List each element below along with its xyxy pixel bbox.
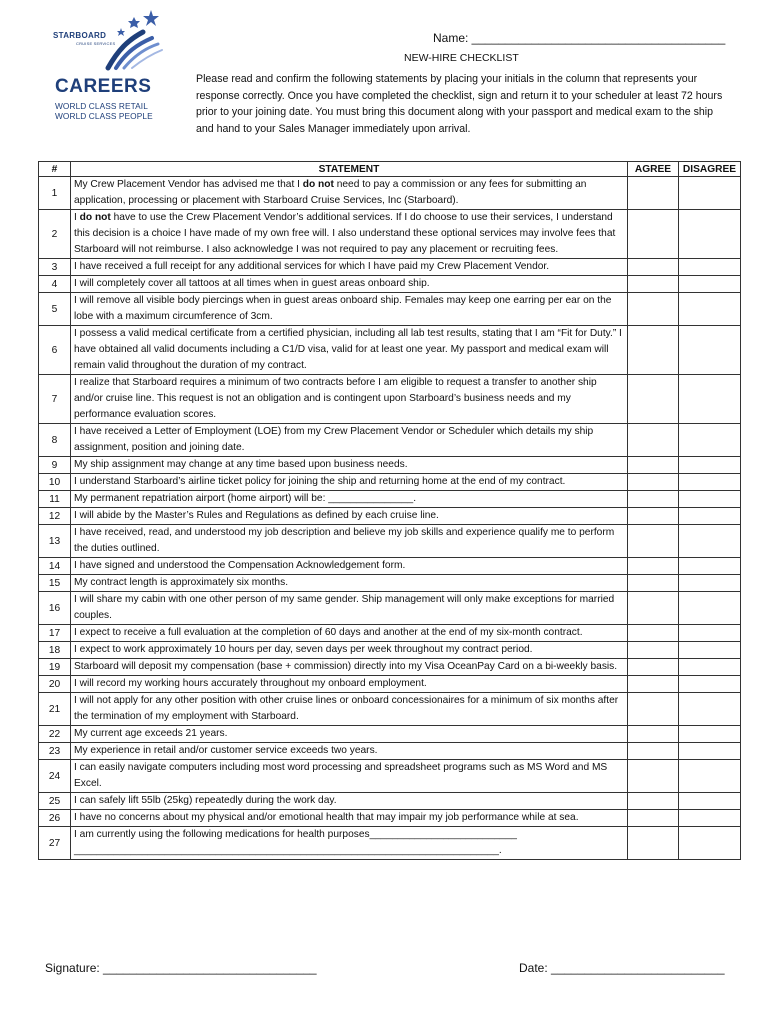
agree-initials-cell[interactable]: [628, 760, 679, 793]
checklist-rows: [39, 177, 741, 860]
row-number: 25: [39, 793, 71, 810]
row-statement: I have received a full receipt for any additional services for which I have paid my Crew Placement Vendor.: [71, 259, 628, 276]
agree-initials-cell[interactable]: [628, 810, 679, 827]
checklist-table: [38, 161, 741, 860]
logo-sub-text: CRUISE SERVICES: [76, 41, 116, 46]
disagree-initials-cell[interactable]: [679, 457, 741, 474]
disagree-initials-cell[interactable]: [679, 375, 741, 424]
table-row: [39, 177, 741, 210]
disagree-initials-cell[interactable]: [679, 827, 741, 860]
row-number: 7: [39, 375, 71, 424]
header-statement: STATEMENT: [71, 162, 628, 177]
table-row: [39, 810, 741, 827]
disagree-initials-cell[interactable]: [679, 625, 741, 642]
disagree-initials-cell[interactable]: [679, 508, 741, 525]
row-statement: I expect to work approximately 10 hours per day, seven days per week throughout my contract period.: [71, 642, 628, 659]
row-statement: I will abide by the Master’s Rules and Regulations as defined by each cruise line.: [71, 508, 628, 525]
star-icon: [128, 17, 140, 28]
row-number: 23: [39, 743, 71, 760]
row-statement: I will record my working hours accurately throughout my onboard employment.: [71, 676, 628, 693]
disagree-initials-cell[interactable]: [679, 575, 741, 592]
row-statement: I will not apply for any other position with other cruise lines or onboard concessionaires for a minimum of six months after the termination of my employment with Starboard.: [71, 693, 628, 726]
disagree-initials-cell[interactable]: [679, 276, 741, 293]
row-statement: I will remove all visible body piercings when in guest areas onboard ship. Females may keep one earring per ear on the lobe with a maximum circumference of 3cm.: [71, 293, 628, 326]
table-row: [39, 508, 741, 525]
disagree-initials-cell[interactable]: [679, 793, 741, 810]
table-row: [39, 793, 741, 810]
agree-initials-cell[interactable]: [628, 259, 679, 276]
agree-initials-cell[interactable]: [628, 424, 679, 457]
row-number: 6: [39, 326, 71, 375]
logo-tagline-retail: WORLD CLASS RETAIL: [55, 101, 148, 111]
agree-initials-cell[interactable]: [628, 491, 679, 508]
agree-initials-cell[interactable]: [628, 726, 679, 743]
agree-initials-cell[interactable]: [628, 827, 679, 860]
table-row: [39, 760, 741, 793]
agree-initials-cell[interactable]: [628, 793, 679, 810]
row-statement: I have no concerns about my physical and/or emotional health that may impair my job performance while at sea.: [71, 810, 628, 827]
row-statement: I have received a Letter of Employment (LOE) from my Crew Placement Vendor or Scheduler which details my ship assignment, position and joining date.: [71, 424, 628, 457]
disagree-initials-cell[interactable]: [679, 259, 741, 276]
disagree-initials-cell[interactable]: [679, 676, 741, 693]
disagree-initials-cell[interactable]: [679, 326, 741, 375]
row-number: 2: [39, 210, 71, 259]
row-number: 1: [39, 177, 71, 210]
row-number: 18: [39, 642, 71, 659]
disagree-initials-cell[interactable]: [679, 760, 741, 793]
logo-brand-text: STARBOARD: [53, 31, 107, 40]
row-number: 24: [39, 760, 71, 793]
header-disagree: DISAGREE: [679, 162, 741, 177]
row-statement: I understand Starboard’s airline ticket policy for joining the ship and returning home at the end of my contract.: [71, 474, 628, 491]
table-row: [39, 276, 741, 293]
table-row: [39, 575, 741, 592]
row-number: 17: [39, 625, 71, 642]
disagree-initials-cell[interactable]: [679, 177, 741, 210]
row-statement: My Crew Placement Vendor has advised me that I do not need to pay a commission or any fees for submitting an application, processing or placement with Starboard Cruise Services, Inc (Starboard).: [71, 177, 628, 210]
row-number: 10: [39, 474, 71, 491]
table-row: [39, 827, 741, 860]
row-number: 5: [39, 293, 71, 326]
agree-initials-cell[interactable]: [628, 743, 679, 760]
row-number: 12: [39, 508, 71, 525]
header-number: #: [39, 162, 71, 177]
instructions-paragraph: Please read and confirm the following statements by placing your initials in the column that represents your response correctly. Once you have completed the checklist, sign and return it to your scheduler at least 72 hours prior to your joining date. You must bring this document along with your passport and medical exam to the ship and hand to your Sales Manager immediately upon arrival.: [196, 73, 723, 135]
row-number: 21: [39, 693, 71, 726]
row-statement: I have signed and understood the Compensation Acknowledgement form.: [71, 558, 628, 575]
agree-initials-cell[interactable]: [628, 508, 679, 525]
row-statement: My ship assignment may change at any time based upon business needs.: [71, 457, 628, 474]
star-icon: [143, 10, 159, 26]
row-statement: I realize that Starboard requires a minimum of two contracts before I am eligible to request a transfer to another ship and/or cruise line. This request is not an obligation and is contingent upon Starboard’s business needs and my performance evaluation scores.: [71, 375, 628, 424]
agree-initials-cell[interactable]: [628, 558, 679, 575]
agree-initials-cell[interactable]: [628, 676, 679, 693]
row-statement: My experience in retail and/or customer service exceeds two years.: [71, 743, 628, 760]
logo-careers-text: CAREERS: [55, 76, 152, 97]
row-number: 16: [39, 592, 71, 625]
row-number: 13: [39, 525, 71, 558]
row-statement: I can safely lift 55lb (25kg) repeatedly during the work day.: [71, 793, 628, 810]
row-statement: I have received, read, and understood my job description and believe my job skills and experience qualify me to perform the duties outlined.: [71, 525, 628, 558]
disagree-initials-cell[interactable]: [679, 810, 741, 827]
agree-initials-cell[interactable]: [628, 592, 679, 625]
agree-initials-cell[interactable]: [628, 474, 679, 491]
agree-initials-cell[interactable]: [628, 375, 679, 424]
row-number: 4: [39, 276, 71, 293]
table-header-row: [39, 162, 741, 177]
row-statement: My contract length is approximately six months.: [71, 575, 628, 592]
row-statement: Starboard will deposit my compensation (base + commission) directly into my Visa OceanPay Card on a bi-weekly basis.: [71, 659, 628, 676]
row-number: 3: [39, 259, 71, 276]
row-number: 20: [39, 676, 71, 693]
table-row: [39, 491, 741, 508]
row-statement: I will completely cover all tattoos at all times when in guest areas onboard ship.: [71, 276, 628, 293]
agree-initials-cell[interactable]: [628, 693, 679, 726]
table-row: [39, 743, 741, 760]
row-number: 9: [39, 457, 71, 474]
row-number: 15: [39, 575, 71, 592]
table-row: [39, 693, 741, 726]
disagree-initials-cell[interactable]: [679, 693, 741, 726]
row-number: 14: [39, 558, 71, 575]
agree-initials-cell[interactable]: [628, 525, 679, 558]
table-row: [39, 676, 741, 693]
disagree-initials-cell[interactable]: [679, 491, 741, 508]
disagree-initials-cell[interactable]: [679, 210, 741, 259]
table-row: [39, 592, 741, 625]
agree-initials-cell[interactable]: [628, 177, 679, 210]
agree-initials-cell[interactable]: [628, 293, 679, 326]
row-number: 27: [39, 827, 71, 860]
header-agree: AGREE: [628, 162, 679, 177]
table-row: [39, 625, 741, 642]
row-number: 11: [39, 491, 71, 508]
table-row: [39, 259, 741, 276]
star-icon: [117, 28, 125, 36]
row-statement: My permanent repatriation airport (home airport) will be: _______________.: [71, 491, 628, 508]
disagree-initials-cell[interactable]: [679, 474, 741, 491]
row-statement: I possess a valid medical certificate from a certified physician, including all lab test results, stating that I am “Fit for Duty.” I have obtained all valid documents including a C1/D visa, valid for at least one year. My passport and medical exam will remain valid throughout the duration of my contract.: [71, 326, 628, 375]
agree-initials-cell[interactable]: [628, 625, 679, 642]
table-row: [39, 457, 741, 474]
disagree-initials-cell[interactable]: [679, 293, 741, 326]
agree-initials-cell[interactable]: [628, 659, 679, 676]
disagree-initials-cell[interactable]: [679, 642, 741, 659]
starboard-careers-logo: [48, 10, 178, 122]
disagree-initials-cell[interactable]: [679, 525, 741, 558]
row-number: 19: [39, 659, 71, 676]
table-row: [39, 326, 741, 375]
agree-initials-cell[interactable]: [628, 326, 679, 375]
disagree-initials-cell[interactable]: [679, 592, 741, 625]
table-row: [39, 726, 741, 743]
disagree-initials-cell[interactable]: [679, 558, 741, 575]
row-statement: My current age exceeds 21 years.: [71, 726, 628, 743]
table-row: [39, 293, 741, 326]
row-statement: I do not have to use the Crew Placement Vendor’s additional services. If I do choose to use their services, I understand this decision is a choice I have made of my own free will. I also understand these optional services may involve fees that Starboard will not reimburse. I also acknowledge I was not required to pay any placement or recruiting fees.: [71, 210, 628, 259]
disagree-initials-cell[interactable]: [679, 424, 741, 457]
table-row: [39, 474, 741, 491]
disagree-initials-cell[interactable]: [679, 743, 741, 760]
row-number: 8: [39, 424, 71, 457]
logo-tagline-people: WORLD CLASS PEOPLE: [55, 111, 153, 121]
agree-initials-cell[interactable]: [628, 210, 679, 259]
agree-initials-cell[interactable]: [628, 457, 679, 474]
agree-initials-cell[interactable]: [628, 276, 679, 293]
row-number: 22: [39, 726, 71, 743]
document-title: NEW-HIRE CHECKLIST: [404, 52, 519, 64]
name-field[interactable]: Name: ______________________________________: [433, 31, 726, 45]
row-statement: I can easily navigate computers including most word processing and spreadsheet programs such as MS Word and MS Excel.: [71, 760, 628, 793]
row-statement: I expect to receive a full evaluation at the completion of 60 days and another at the end of my six-month contract.: [71, 625, 628, 642]
signature-field[interactable]: Signature: ________________________________: [45, 961, 317, 975]
table-row: [39, 424, 741, 457]
disagree-initials-cell[interactable]: [679, 726, 741, 743]
table-row: [39, 558, 741, 575]
agree-initials-cell[interactable]: [628, 642, 679, 659]
table-row: [39, 659, 741, 676]
table-row: [39, 525, 741, 558]
date-field[interactable]: Date: __________________________: [519, 961, 725, 975]
disagree-initials-cell[interactable]: [679, 659, 741, 676]
table-row: [39, 375, 741, 424]
agree-initials-cell[interactable]: [628, 575, 679, 592]
table-row: [39, 210, 741, 259]
row-statement: I will share my cabin with one other person of my same gender. Ship management will only make exceptions for married couples.: [71, 592, 628, 625]
table-row: [39, 642, 741, 659]
row-statement: I am currently using the following medications for health purposes__________________________ ___________________________________________________________________________.: [71, 827, 628, 860]
row-number: 26: [39, 810, 71, 827]
